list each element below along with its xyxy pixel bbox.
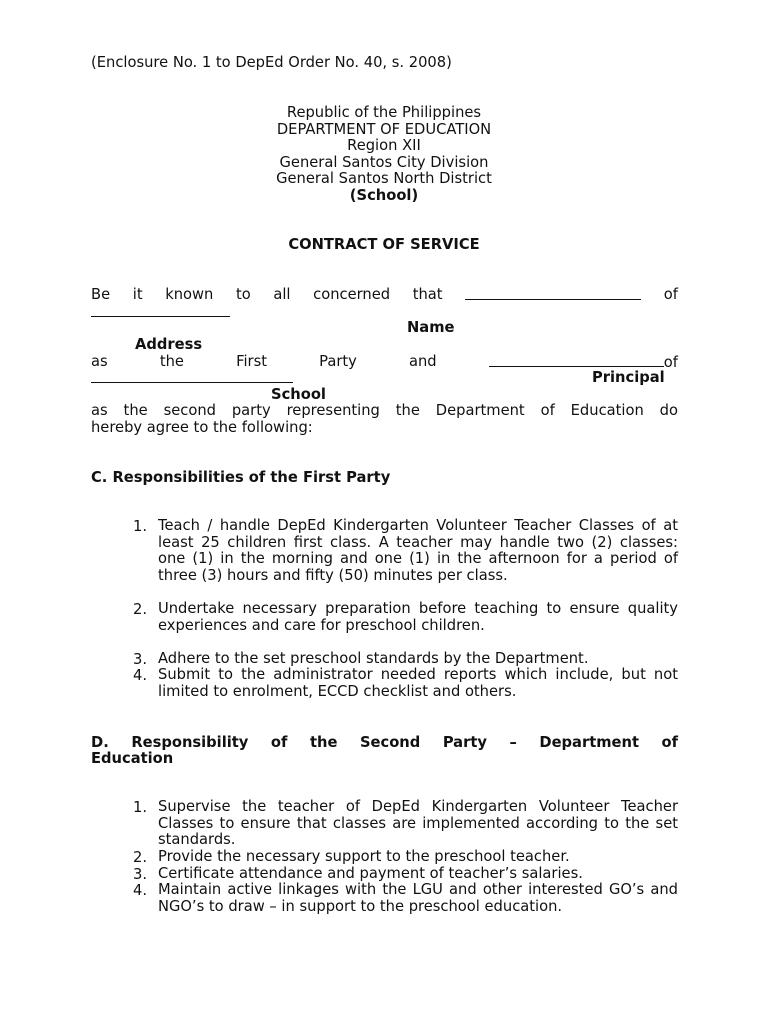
intro-word: of bbox=[663, 286, 678, 303]
intro-word: it bbox=[132, 286, 143, 303]
list-item-number: 1. bbox=[133, 518, 148, 535]
letterhead-department: DEPARTMENT OF EDUCATION bbox=[276, 121, 492, 138]
intro-closing-line-2: hereby agree to the following: bbox=[91, 419, 313, 436]
section-d-heading-cont: Education bbox=[91, 750, 174, 767]
section-c-heading: C. Responsibilities of the First Party bbox=[91, 469, 391, 486]
list-item-number: 3. bbox=[133, 866, 148, 883]
letterhead-school: (School) bbox=[349, 187, 419, 204]
letterhead-district: General Santos North District bbox=[276, 170, 492, 187]
list-item: Maintain active linkages with the LGU and other interested GO’s and NGO’s to draw – in support to the preschool education. bbox=[158, 881, 678, 915]
intro-word: and bbox=[409, 353, 437, 370]
list-item: Adhere to the set preschool standards by the Department. bbox=[158, 650, 589, 667]
list-item-number: 3. bbox=[133, 651, 148, 668]
school-label: School bbox=[271, 386, 326, 403]
address-label: Address bbox=[135, 336, 203, 353]
letterhead-division: General Santos City Division bbox=[279, 154, 489, 171]
list-item: Certificate attendance and payment of teacher’s salaries. bbox=[158, 865, 583, 882]
section-d-heading: D. Responsibility of the Second Party – Department of bbox=[91, 734, 678, 751]
list-item-number: 4. bbox=[133, 667, 148, 684]
intro-word: known bbox=[165, 286, 214, 303]
letterhead-republic: Republic of the Philippines bbox=[286, 104, 482, 121]
list-item-number: 4. bbox=[133, 882, 148, 899]
intro-word: Be bbox=[91, 286, 111, 303]
intro-word: the bbox=[159, 353, 184, 370]
list-item: Provide the necessary support to the preschool teacher. bbox=[158, 848, 570, 865]
address-blank-line bbox=[91, 303, 230, 317]
intro-word: concerned bbox=[313, 286, 391, 303]
list-item: Supervise the teacher of DepEd Kindergarten Volunteer Teacher Classes to ensure that classes are implemented according to the set standards. bbox=[158, 798, 678, 848]
intro-closing-line-1: as the second party representing the Department of Education do bbox=[91, 402, 678, 419]
letterhead-region: Region XII bbox=[347, 137, 421, 154]
name-blank-line bbox=[465, 286, 641, 300]
intro-line-1 bbox=[91, 286, 678, 303]
list-item: Undertake necessary preparation before teaching to ensure quality experiences and care for preschool children. bbox=[158, 600, 678, 634]
intro-word: to bbox=[235, 286, 251, 303]
intro-word: Party bbox=[319, 353, 357, 370]
list-item: Teach / handle DepEd Kindergarten Volunteer Teacher Classes of at least 25 children first class. A teacher may handle two (2) classes: one (1) in the morning and one (1) in the afternoon for a period of three (3) hours and fifty (50) minutes per class. bbox=[158, 517, 678, 584]
principal-label: Principal bbox=[592, 369, 665, 386]
intro-word: First bbox=[236, 353, 267, 370]
enclosure-note: (Enclosure No. 1 to DepEd Order No. 40, s. 2008) bbox=[91, 54, 452, 71]
intro-word: all bbox=[273, 286, 291, 303]
school-blank-line bbox=[91, 369, 293, 383]
intro-word: that bbox=[412, 286, 443, 303]
document-title: CONTRACT OF SERVICE bbox=[288, 236, 480, 253]
principal-blank-line bbox=[489, 353, 664, 367]
list-item-number: 2. bbox=[133, 601, 148, 618]
list-item-number: 2. bbox=[133, 849, 148, 866]
list-item-number: 1. bbox=[133, 799, 148, 816]
intro-word: as bbox=[91, 353, 108, 370]
list-item: Submit to the administrator needed reports which include, but not limited to enrolment, ECCD checklist and others. bbox=[158, 666, 678, 700]
name-label: Name bbox=[407, 319, 455, 336]
intro-word: of bbox=[663, 354, 678, 371]
